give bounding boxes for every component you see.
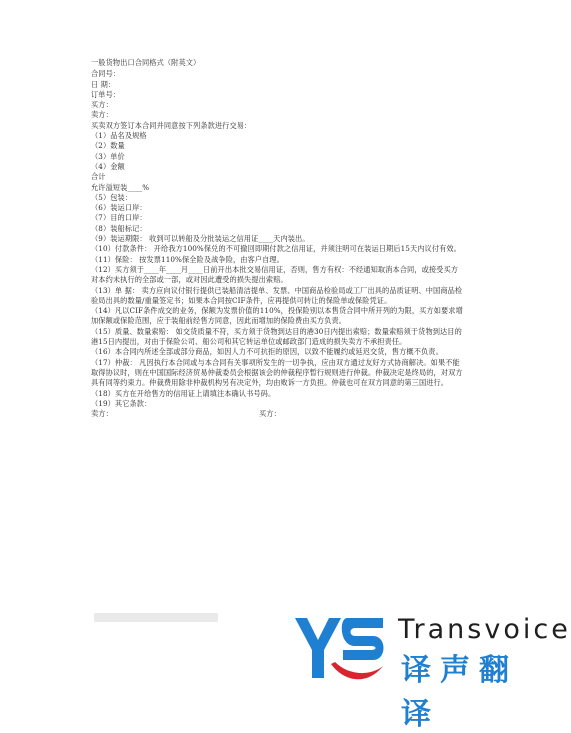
order-number-line: 订单号： (91, 89, 121, 99)
clause-13: （13）单 据： 卖方应向议付银行提供已装船清洁提单、发票、中国商品检验局或工厂出具的品质证明、中国商品检验局出具的数量/重量签定书；如果本合同按CIF条件，应再提供可转让的保险单或保险凭证。 (91, 285, 463, 305)
clause-12: （12）买方须于____年____月____日前开出本批交易信用证，否则，售方有权：不经通知取消本合同，或接受买方对本约未执行的全部或一部，或对因此遭受的损失提出索赔。 (91, 264, 459, 285)
contract-document (91, 58, 463, 419)
brand-name-chinese: 译声翻译 (401, 653, 518, 732)
clause-9: （9）装运期限： 收到可以转船及分批装运之信用证____天内装出。 (91, 234, 310, 244)
blurred-watermark (94, 613, 218, 622)
clause-16: （16）本合同内所述全部或部分商品，如因人力不可抗拒的原因，以致不能履约或延迟交货，售方概不负责。 (91, 347, 443, 357)
clause-14: （14）凡以CIF条件成交的业务，保额为发票价值的110%，投保险别以本售货合同中所开列的为限，买方如要求增加保额或保险范围，应于装船前经售方同意，因此而增加的保险费由买方负责。 (91, 306, 463, 326)
seller-line: 卖方： (91, 110, 113, 120)
brand-name-english: Transvoice (398, 614, 571, 645)
clause-7: （7）目的口岸： (91, 213, 147, 223)
clause-11: （11）保险： 按发票110%保全险及战争险，由客户自理。 (91, 254, 285, 264)
clause-4: （4）金额 (91, 161, 125, 171)
contract-number-line: 合同号： (91, 69, 121, 79)
date-line: 日 期： (91, 79, 116, 89)
clause-10: （10）付款条件： 开给我方100%保兑的不可撤回即期付款之信用证，并须注明可在装运日期后15天内议付有效。 (91, 244, 461, 254)
document-title: 一般货物出口合同格式（附英文） (91, 58, 201, 67)
clause-8: （8）装船标记： (91, 223, 147, 233)
transvoice-logo (291, 614, 571, 732)
clause-15: （15）质量、数量索赔： 如交货质量不符，买方须于货物到达目的港30日内提出索赔；数量索赔须于货物到达目的港15日内提出，对由于保险公司、船公司和其它转运单位或邮政部门造成的损失卖方不承担责任。 (91, 326, 462, 347)
intro-line: 买卖双方签订本合同并同意按下列条款进行交易： (91, 120, 252, 130)
clause-6: （6）装运口岸： (91, 203, 147, 213)
clause-5: （5）包装： (91, 192, 133, 202)
total-line: 合计 (91, 172, 106, 182)
clause-1: （1）品名及规格 (91, 131, 147, 141)
clause-3: （3）单价 (91, 151, 125, 161)
clause-18: （18）买方在开给售方的信用证上请填注本确认书号码。 (91, 388, 276, 398)
buyer-line: 买方： (91, 100, 113, 110)
seller-signature-label: 卖方： (91, 409, 113, 419)
clause-19: （19）其它条款： (91, 398, 152, 408)
signature-row (91, 409, 463, 419)
clause-2: （2）数量 (91, 141, 125, 151)
tolerance-line: 允许溢短装____% (91, 182, 150, 192)
clause-17: （17）仲裁： 凡因执行本合同或与本合同有关事项所发生的一切争执，应由双方通过友好方式协商解决。如果不能取得协议时，则在中国国际经济贸易仲裁委员会根据该会的仲裁程序暂行规则进行仲裁。仲裁决定是终局的，对双方具有同等约束力。仲裁费用除非仲裁机构另有决定外，均由败诉一方负担。仲裁也可在双方同意的第三国进行。 (91, 357, 463, 388)
ys-logo-mark (291, 614, 387, 682)
buyer-signature-label: 买方： (259, 409, 281, 419)
